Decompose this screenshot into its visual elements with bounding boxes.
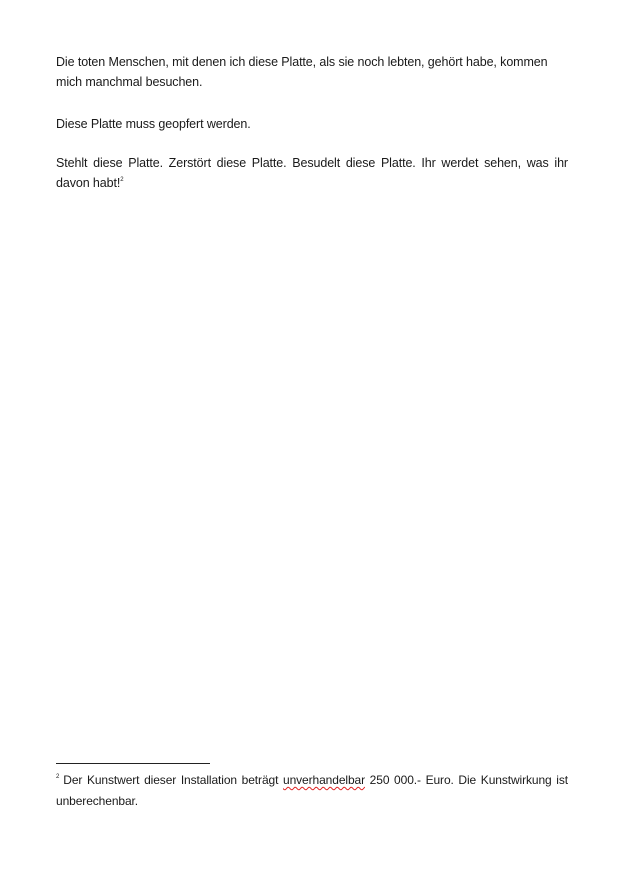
spellcheck-flagged-word[interactable]: unverhandelbar [283, 773, 365, 787]
footnote-text-before: Der Kunstwert dieser Installation beträgt [63, 773, 283, 787]
footnote-reference[interactable]: 2 [120, 177, 124, 183]
paragraph-steal-destroy [56, 153, 568, 193]
paragraph-dead-people [56, 52, 568, 92]
footnote-separator [56, 763, 210, 764]
paragraph-text: Stehlt diese Platte. Zerstört diese Platte. Besudelt diese Platte. Ihr werdet sehen, was ihr davon habt! [56, 156, 568, 190]
footnote-text-after: 250 000.- Euro. Die Kunstwirkung ist unberechenbar. [56, 773, 568, 808]
footnote-number: 2 [56, 774, 60, 780]
paragraph-text: Die toten Menschen, mit denen ich diese Platte, als sie noch lebten, gehört habe, kommen mich manchmal besuchen. [56, 55, 548, 89]
footnote [56, 770, 568, 812]
paragraph-text: Diese Platte muss geopfert werden. [56, 117, 251, 131]
paragraph-sacrifice [56, 114, 568, 134]
